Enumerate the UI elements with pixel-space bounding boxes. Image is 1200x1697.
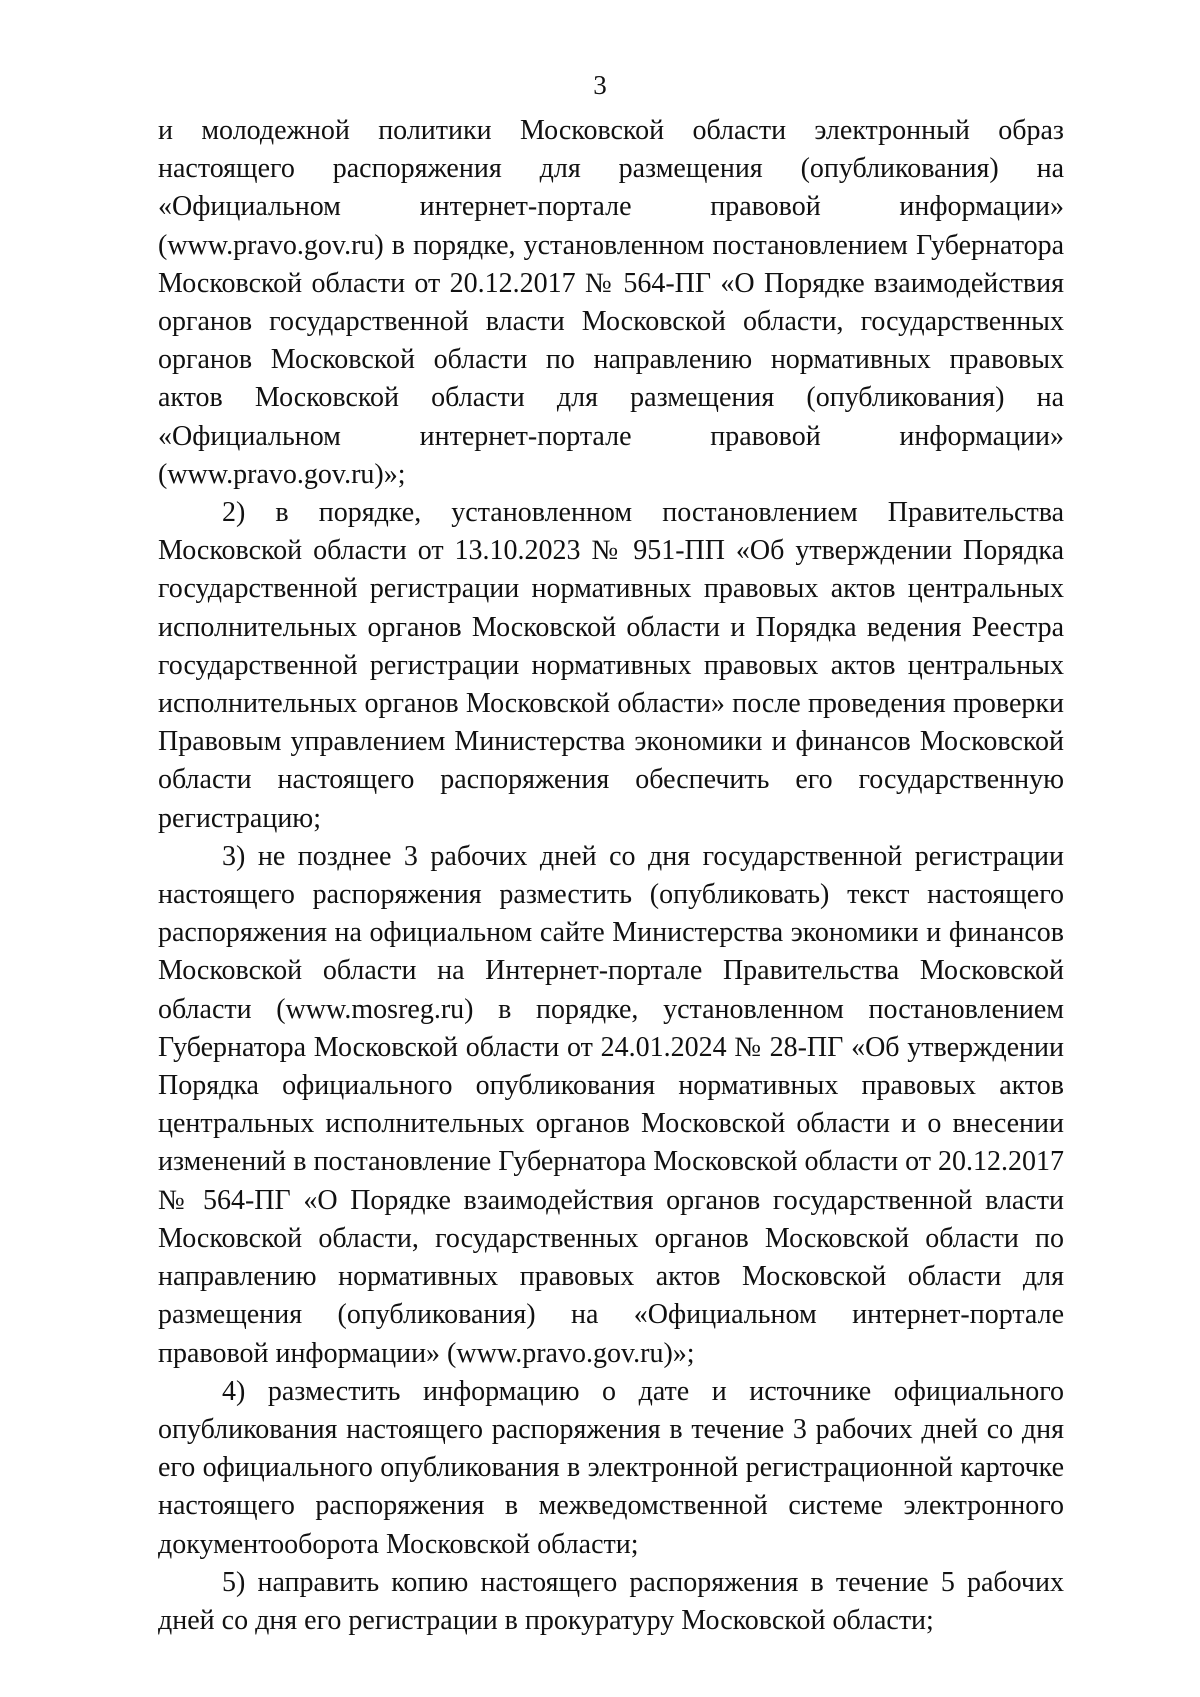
paragraph-item-3: 3) не позднее 3 рабочих дней со дня государственной регистрации настоящего распоряжения разместить (опубликовать) текст настоящего распоряжения на официальном сайте Министерства экономики и финансов Московской области на Интернет-портале Правительства Московской области (www.mosreg.ru) в порядке, установленном постановлением Губернатора Московской области от 24.01.2024 № 28-ПГ «Об утверждении Порядка официального опубликования нормативных правовых актов центральных исполнительных органов Московской области и о внесении изменений в постановление Губернатора Московской области от 20.12.2017 № 564-ПГ «О Порядке взаимодействия органов государственной власти Московской области, государственных органов Московской области по направлению нормативных правовых актов Московской области для размещения (опубликования) на «Официальном интернет-портале правовой информации» (www.pravo.gov.ru)»; bbox=[158, 840, 1064, 1369]
paragraph-item-5: 5) направить копию настоящего распоряжения в течение 5 рабочих дней со дня его регистрации в прокуратуру Московской области; bbox=[158, 1566, 1064, 1636]
paragraph-item-2: 2) в порядке, установленном постановлением Правительства Московской области от 13.10.2023 № 951-ПП «Об утверждении Порядка государственной регистрации нормативных правовых актов центральных исполнительных органов Московской области и Порядка ведения Реестра государственной регистрации нормативных правовых актов центральных исполнительных органов Московской области» после проведения проверки Правовым управлением Министерства экономики и финансов Московской области настоящего распоряжения обеспечить его государственную регистрацию; bbox=[158, 497, 1064, 834]
document-body bbox=[158, 112, 1064, 1640]
paragraph-continuation: и молодежной политики Московской области электронный образ настоящего распоряжения для размещения (опубликования) на «Официальном интернет-портале правовой информации» (www.pravo.gov.ru) в порядке, установленном постановлением Губернатора Московской области от 20.12.2017 № 564-ПГ «О Порядке взаимодействия органов государственной власти Московской области, государственных органов Московской области по направлению нормативных правовых актов Московской области для размещения (опубликования) на «Официальном интернет-портале правовой информации» (www.pravo.gov.ru)»; bbox=[158, 115, 1064, 490]
paragraph-item-4: 4) разместить информацию о дате и источнике официального опубликования настоящего распоряжения в течение 3 рабочих дней со дня его официального опубликования в электронной регистрационной карточке настоящего распоряжения в межведомственной системе электронного документооборота Московской области; bbox=[158, 1375, 1064, 1560]
page-number: 3 bbox=[593, 70, 607, 100]
